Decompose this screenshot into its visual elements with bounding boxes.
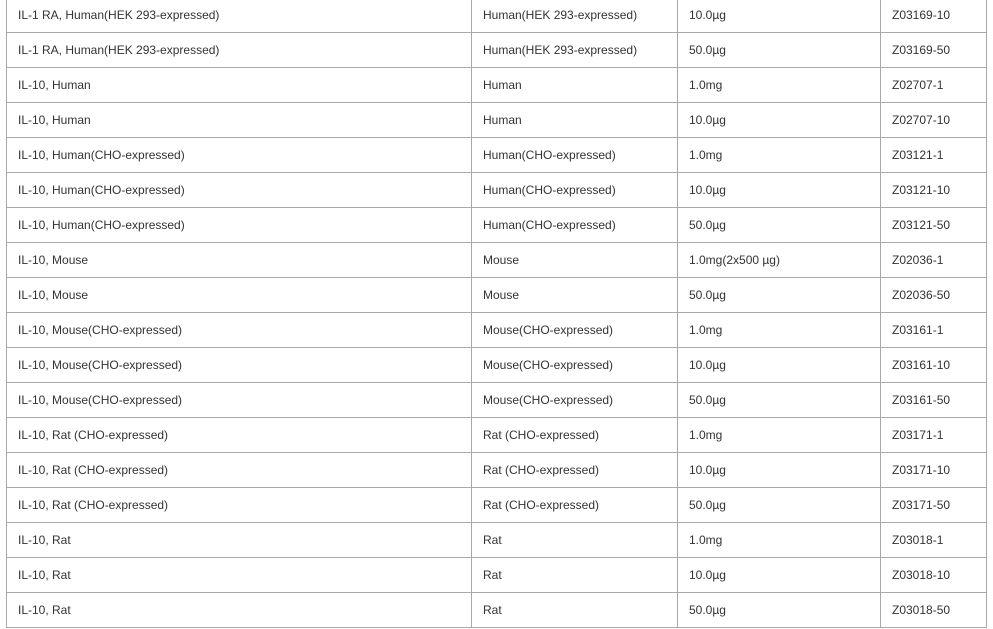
species-cell: Mouse(CHO-expressed) <box>472 313 678 348</box>
species-cell: Mouse <box>472 243 678 278</box>
product-name-cell: IL-10, Mouse <box>7 278 472 313</box>
table-row <box>7 488 987 523</box>
table-row <box>7 383 987 418</box>
catalog-number-cell: Z03169-10 <box>881 0 987 33</box>
species-cell: Human <box>472 68 678 103</box>
product-name-cell: IL-10, Rat <box>7 593 472 628</box>
table-row <box>7 0 987 33</box>
catalog-number-cell: Z03121-50 <box>881 208 987 243</box>
table-row <box>7 348 987 383</box>
catalog-number-cell: Z03171-1 <box>881 418 987 453</box>
product-name-cell: IL-10, Mouse(CHO-expressed) <box>7 348 472 383</box>
catalog-number-cell: Z03018-1 <box>881 523 987 558</box>
catalog-number-cell: Z02707-10 <box>881 103 987 138</box>
table-row <box>7 68 987 103</box>
species-cell: Rat (CHO-expressed) <box>472 418 678 453</box>
table-row <box>7 558 987 593</box>
species-cell: Human(CHO-expressed) <box>472 173 678 208</box>
species-cell: Mouse(CHO-expressed) <box>472 348 678 383</box>
species-cell: Human(CHO-expressed) <box>472 138 678 173</box>
size-cell: 50.0µg <box>678 208 881 243</box>
products-table <box>6 0 987 628</box>
size-cell: 50.0µg <box>678 383 881 418</box>
species-cell: Rat <box>472 523 678 558</box>
size-cell: 50.0µg <box>678 33 881 68</box>
product-name-cell: IL-10, Rat (CHO-expressed) <box>7 488 472 523</box>
product-name-cell: IL-10, Rat <box>7 523 472 558</box>
species-cell: Mouse(CHO-expressed) <box>472 383 678 418</box>
product-name-cell: IL-1 RA, Human(HEK 293-expressed) <box>7 0 472 33</box>
catalog-number-cell: Z03121-10 <box>881 173 987 208</box>
product-name-cell: IL-10, Rat (CHO-expressed) <box>7 418 472 453</box>
catalog-number-cell: Z02036-1 <box>881 243 987 278</box>
product-name-cell: IL-10, Mouse <box>7 243 472 278</box>
size-cell: 10.0µg <box>678 0 881 33</box>
species-cell: Human(HEK 293-expressed) <box>472 0 678 33</box>
product-name-cell: IL-10, Rat <box>7 558 472 593</box>
size-cell: 50.0µg <box>678 593 881 628</box>
table-row <box>7 173 987 208</box>
table-row <box>7 418 987 453</box>
table-row <box>7 138 987 173</box>
table-row <box>7 523 987 558</box>
table-row <box>7 278 987 313</box>
size-cell: 10.0µg <box>678 173 881 208</box>
size-cell: 1.0mg <box>678 138 881 173</box>
size-cell: 1.0mg(2x500 µg) <box>678 243 881 278</box>
products-table-container <box>6 0 986 628</box>
catalog-number-cell: Z03169-50 <box>881 33 987 68</box>
species-cell: Rat (CHO-expressed) <box>472 488 678 523</box>
size-cell: 1.0mg <box>678 313 881 348</box>
catalog-number-cell: Z03161-50 <box>881 383 987 418</box>
catalog-number-cell: Z03161-1 <box>881 313 987 348</box>
table-row <box>7 313 987 348</box>
species-cell: Rat (CHO-expressed) <box>472 453 678 488</box>
table-row <box>7 453 987 488</box>
size-cell: 1.0mg <box>678 418 881 453</box>
species-cell: Rat <box>472 558 678 593</box>
product-name-cell: IL-10, Human(CHO-expressed) <box>7 173 472 208</box>
size-cell: 50.0µg <box>678 488 881 523</box>
catalog-number-cell: Z03171-50 <box>881 488 987 523</box>
table-row <box>7 243 987 278</box>
size-cell: 50.0µg <box>678 278 881 313</box>
species-cell: Rat <box>472 593 678 628</box>
species-cell: Human(CHO-expressed) <box>472 208 678 243</box>
catalog-number-cell: Z02036-50 <box>881 278 987 313</box>
species-cell: Human <box>472 103 678 138</box>
species-cell: Mouse <box>472 278 678 313</box>
table-row <box>7 593 987 628</box>
product-name-cell: IL-10, Human <box>7 103 472 138</box>
size-cell: 10.0µg <box>678 453 881 488</box>
size-cell: 10.0µg <box>678 558 881 593</box>
table-row <box>7 33 987 68</box>
catalog-number-cell: Z03121-1 <box>881 138 987 173</box>
table-row <box>7 208 987 243</box>
product-name-cell: IL-10, Mouse(CHO-expressed) <box>7 383 472 418</box>
product-name-cell: IL-10, Human(CHO-expressed) <box>7 208 472 243</box>
product-name-cell: IL-10, Human <box>7 68 472 103</box>
catalog-number-cell: Z03018-50 <box>881 593 987 628</box>
table-row <box>7 103 987 138</box>
products-table-body <box>7 0 987 628</box>
product-name-cell: IL-10, Rat (CHO-expressed) <box>7 453 472 488</box>
species-cell: Human(HEK 293-expressed) <box>472 33 678 68</box>
catalog-number-cell: Z03018-10 <box>881 558 987 593</box>
product-name-cell: IL-10, Human(CHO-expressed) <box>7 138 472 173</box>
size-cell: 1.0mg <box>678 523 881 558</box>
catalog-number-cell: Z03171-10 <box>881 453 987 488</box>
product-name-cell: IL-1 RA, Human(HEK 293-expressed) <box>7 33 472 68</box>
size-cell: 10.0µg <box>678 103 881 138</box>
catalog-number-cell: Z02707-1 <box>881 68 987 103</box>
size-cell: 1.0mg <box>678 68 881 103</box>
catalog-number-cell: Z03161-10 <box>881 348 987 383</box>
size-cell: 10.0µg <box>678 348 881 383</box>
product-name-cell: IL-10, Mouse(CHO-expressed) <box>7 313 472 348</box>
